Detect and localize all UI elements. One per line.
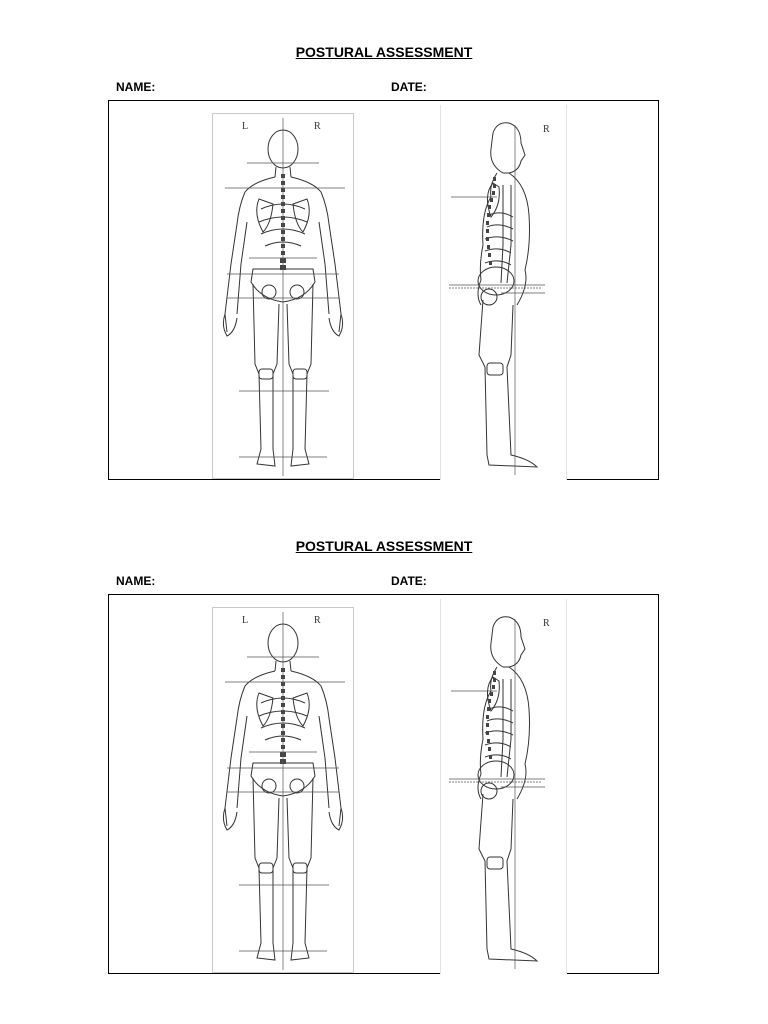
side-letter: R (543, 124, 550, 135)
left-letter: L (242, 615, 249, 626)
diagram-frame (108, 100, 659, 480)
date-label: DATE: (391, 574, 427, 588)
lateral-view-diagram (440, 105, 567, 480)
posterior-view-diagram (212, 607, 354, 973)
posterior-view-diagram (212, 113, 354, 479)
name-label: NAME: (116, 80, 156, 94)
lateral-view-diagram (440, 599, 567, 974)
right-letter: R (314, 121, 321, 132)
right-letter: R (314, 615, 321, 626)
form-title: POSTURAL ASSESSMENT (295, 44, 473, 60)
form-title: POSTURAL ASSESSMENT (295, 538, 473, 554)
left-letter: L (242, 121, 249, 132)
date-label: DATE: (391, 80, 427, 94)
diagram-frame (108, 594, 659, 974)
name-label: NAME: (116, 574, 156, 588)
side-letter: R (543, 618, 550, 629)
